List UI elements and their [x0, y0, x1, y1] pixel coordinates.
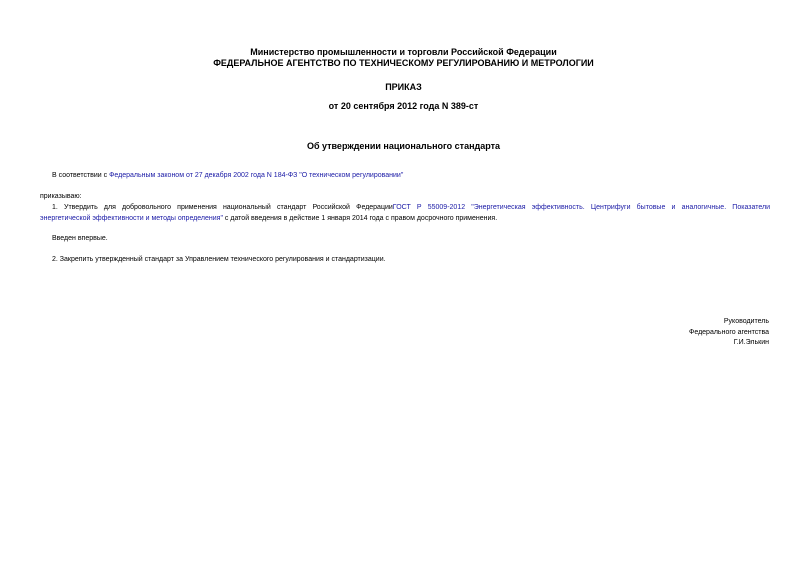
ministry-name: Министерство промышленности и торговли Российской Федерации — [250, 47, 557, 57]
paragraph-assign-standard: 2. Закрепить утвержденный стандарт за Управлением технического регулирования и стандартизации. — [52, 256, 386, 263]
approve-prefix: 1. Утвердить для добровольного применения национальный стандарт Российской Федерации — [52, 204, 393, 211]
paragraph-basis — [52, 170, 403, 181]
paragraph-introduced: Введен впервые. — [52, 235, 108, 242]
paragraph-approve-standard — [40, 202, 770, 224]
gost-link-part-1[interactable]: ГОСТ Р 55009-2012 "Энергетическая эффективность. Центрифуги бытовые и аналогичные. Показатели — [392, 204, 770, 211]
signature-name: Г.И.Элькин — [733, 339, 769, 346]
federal-law-link[interactable]: Федеральным законом от 27 декабря 2002 года N 184-ФЗ "О техническом регулировании" — [109, 172, 404, 179]
gost-link-part-2[interactable]: энергетической эффективности и методы определения" — [40, 215, 223, 222]
agency-name: ФЕДЕРАЛЬНОЕ АГЕНТСТВО ПО ТЕХНИЧЕСКОМУ РЕГУЛИРОВАНИЮ И МЕТРОЛОГИИ — [213, 58, 594, 68]
order-date: от 20 сентября 2012 года N 389-ст — [328, 101, 479, 111]
order-subject: Об утверждении национального стандарта — [306, 141, 501, 151]
order-title: ПРИКАЗ — [385, 82, 422, 92]
paragraph-order-word: приказываю: — [40, 193, 82, 200]
signature-position: Руководитель — [723, 318, 769, 325]
basis-prefix: В соответствии с — [52, 172, 110, 179]
approve-line-1 — [40, 202, 770, 213]
approve-line-2 — [40, 213, 770, 224]
signature-organization: Федерального агентства — [689, 329, 769, 336]
approve-suffix: с датой введения в действие 1 января 2014 года с правом досрочного применения. — [222, 215, 498, 222]
